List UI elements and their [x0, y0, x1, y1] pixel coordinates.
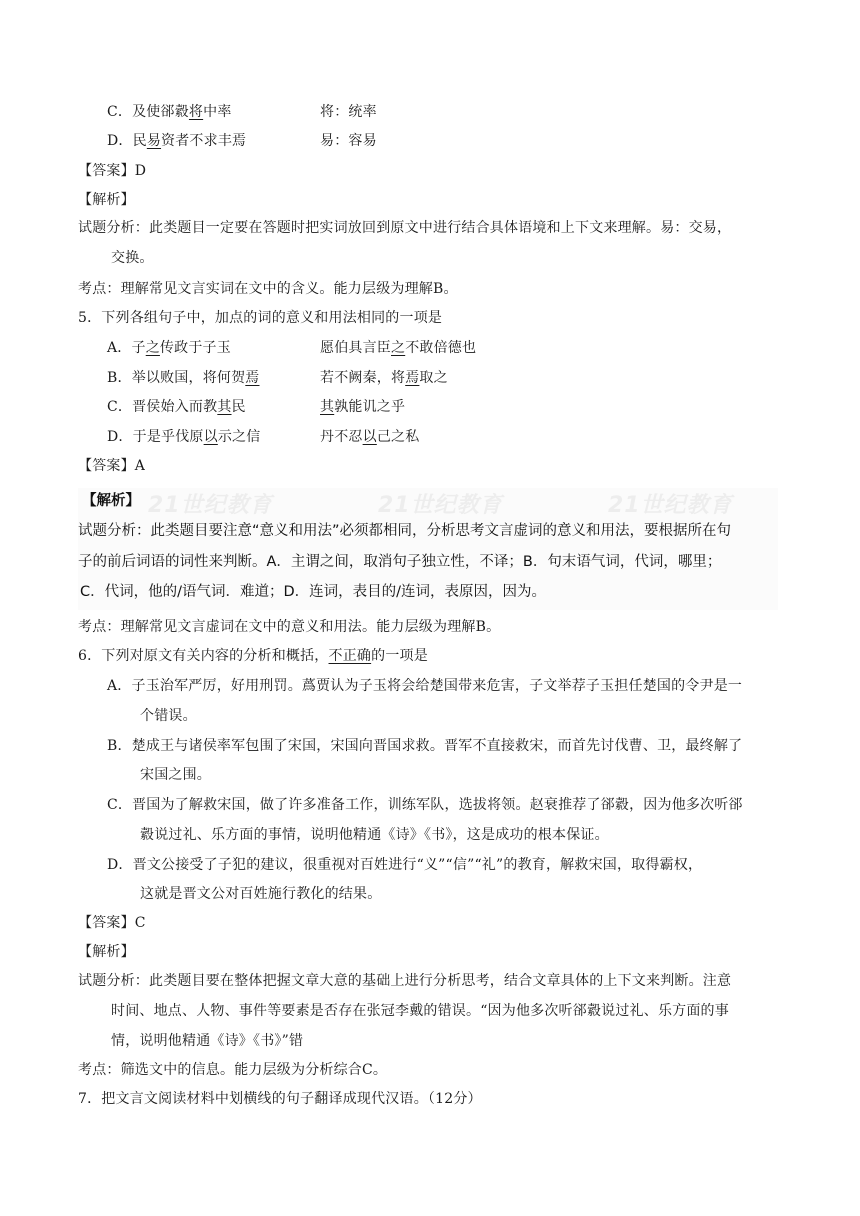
q6-option-a-line-2: 个错误。 — [140, 708, 197, 724]
watermark: 21世纪教育 — [148, 493, 273, 518]
q6-answer: 【答案】C — [78, 915, 146, 931]
q5-analysis-line-1: 试题分析：此类题目要注意“意义和用法”必须都相同，分析思考文言虚词的意义和用法，要根据所在句 — [78, 523, 732, 539]
keyword: 以 — [203, 429, 218, 445]
q5-analysis-line-3: C．代词，他的/语气词．难道；D．连词，表目的/连词，表原因，因为。 — [80, 584, 547, 600]
q5-option-b-right: 若不阙秦，将焉取之 — [320, 370, 448, 386]
q6-option-d-line-2: 这就是晋文公对百姓施行教化的结果。 — [140, 886, 382, 902]
q5-option-d-left: D．于是乎伐原以示之信 — [107, 429, 261, 445]
q6-option-c-line-1: C．晋国为了解救宋国，做了许多准备工作，训练军队，选拔将领。赵衰推荐了郤縠，因为他多次听郤 — [107, 797, 743, 813]
q6-analysis-heading: 【解析】 — [78, 944, 135, 960]
q5-answer: 【答案】A — [78, 458, 146, 474]
keyword: 其 — [320, 399, 335, 415]
keyword: 其 — [217, 399, 232, 415]
q4-option-d-gloss: 易：容易 — [320, 133, 377, 149]
q4-answer: 【答案】D — [78, 163, 147, 179]
q6-analysis-line-2: 时间、地点、人物、事件等要素是否存在张冠李戴的错误。“因为他多次听郤縠说过礼、乐方面的事 — [111, 1003, 729, 1019]
q6-option-b-line-1: B．楚成王与诸侯率军包围了宋国，宋国向晋国求救。晋军不直接救宋，而首先讨伐曹、卫，最终解了 — [107, 738, 743, 754]
keyword: 之 — [145, 340, 160, 356]
q5-scanned-analysis — [78, 488, 778, 610]
q6-option-b-line-2: 宋国之围。 — [140, 767, 211, 783]
q6-kaodian: 考点：筛选文中的信息。能力层级为分析综合C。 — [78, 1062, 388, 1078]
q6-analysis-line-3: 情，说明他精通《诗》《书》”错 — [111, 1033, 304, 1049]
watermark: 21世纪教育 — [608, 493, 733, 518]
q4-kaodian: 考点：理解常见文言实词在文中的含义。能力层级为理解B。 — [78, 281, 458, 297]
q6-stem: 6．下列对原文有关内容的分析和概括，不正确的一项是 — [78, 648, 428, 664]
q6-option-d-line-1: D．晋文公接受了子犯的建议，很重视对百姓进行“义”“信”“礼”的教育，解救宋国，取得霸权， — [107, 857, 703, 873]
q4-option-c-gloss: 将：统率 — [320, 104, 377, 120]
keyword: 易 — [146, 133, 162, 149]
q5-option-a-right: 愿伯具言臣之不敢倍德也 — [320, 340, 477, 356]
keyword: 焉 — [405, 370, 420, 386]
q4-option-c: C．及使郤縠将中率 — [107, 104, 232, 120]
q6-analysis-line-1: 试题分析：此类题目要在整体把握文章大意的基础上进行分析思考，结合文章具体的上下文来判断。注意 — [78, 973, 732, 989]
q5-option-d-right: 丹不忍以己之私 — [320, 429, 420, 445]
q6-option-a-line-1: A．子玉治军严厉，好用刑罚。蔿贾认为子玉将会给楚国带来危害，子文举荐子玉担任楚国的令尹是一 — [107, 678, 743, 694]
q5-analysis-line-2: 子的前后词语的词性来判断。A．主谓之间，取消句子独立性，不译；B．句末语气词，代词，哪里； — [78, 554, 722, 570]
keyword: 将 — [188, 104, 204, 120]
watermark: 21世纪教育 — [378, 493, 503, 518]
keyword: 不正确 — [328, 648, 372, 664]
q5-option-c-left: C．晋侯始入而教其民 — [107, 399, 246, 415]
keyword: 以 — [362, 429, 377, 445]
q5-stem: 5．下列各组句子中，加点的词的意义和用法相同的一项是 — [78, 310, 443, 326]
keyword: 焉 — [245, 370, 260, 386]
q5-option-a-left: A．子之传政于子玉 — [107, 340, 231, 356]
q4-analysis-line-1: 试题分析：此类题目一定要在答题时把实词放回到原文中进行结合具体语境和上下文来理解。易：交易， — [78, 220, 732, 236]
q6-option-c-line-2: 縠说过礼、乐方面的事情，说明他精通《诗》《书》，这是成功的根本保证。 — [140, 827, 609, 843]
q5-option-b-left: B．举以败国，将何贺焉 — [107, 370, 260, 386]
q4-analysis-heading: 【解析】 — [78, 192, 135, 208]
q4-analysis-line-2: 交换。 — [111, 250, 154, 266]
q7-stem: 7．把文言文阅读材料中划横线的句子翻译成现代汉语。（12分） — [78, 1091, 482, 1107]
q5-option-c-right: 其孰能讥之乎 — [320, 399, 406, 415]
q5-analysis-heading: 【解析】 — [82, 493, 140, 509]
q5-kaodian: 考点：理解常见文言虚词在文中的意义和用法。能力层级为理解B。 — [78, 619, 501, 635]
q4-option-d: D．民易资者不求丰焉 — [107, 133, 247, 149]
keyword: 之 — [391, 340, 406, 356]
